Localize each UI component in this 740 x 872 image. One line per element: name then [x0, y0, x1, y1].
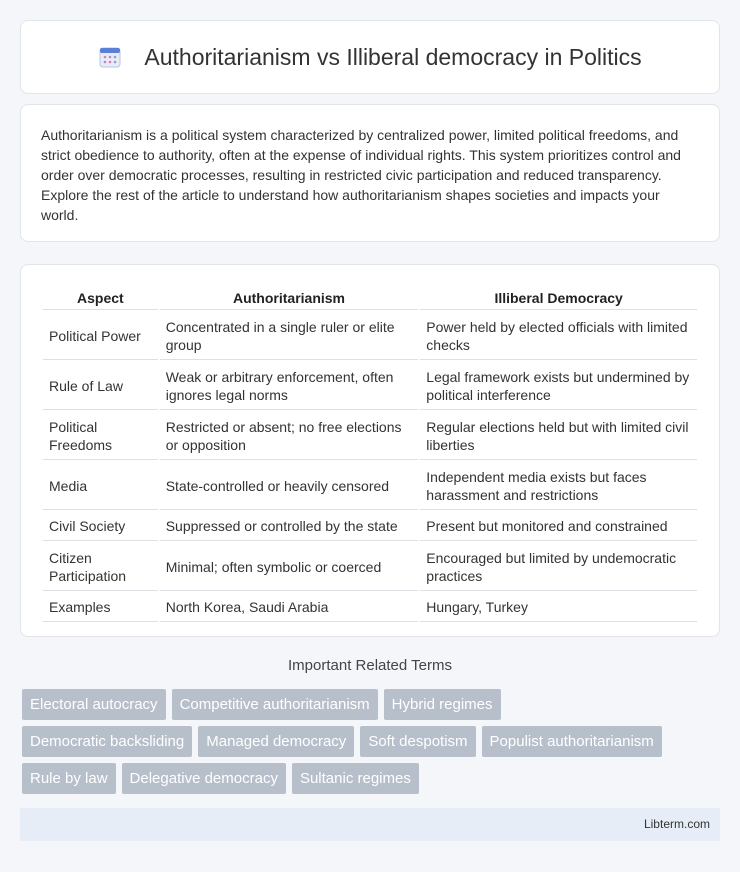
table-cell: Suppressed or controlled by the state: [160, 512, 419, 541]
calendar-icon: [98, 45, 122, 69]
table-cell: North Korea, Saudi Arabia: [160, 593, 419, 622]
table-row: [43, 312, 697, 360]
comparison-card: [20, 264, 720, 637]
page-title: Authoritarianism vs Illiberal democracy in Politics: [144, 43, 642, 70]
tag-rule-by-law[interactable]: Rule by law: [22, 763, 116, 794]
tag-hybrid-regimes[interactable]: Hybrid regimes: [384, 689, 501, 720]
comparison-table: [41, 285, 699, 624]
table-cell: Hungary, Turkey: [420, 593, 697, 622]
table-cell: Citizen Participation: [43, 543, 158, 591]
tag-soft-despotism[interactable]: Soft despotism: [360, 726, 475, 757]
tag-row: [22, 763, 722, 794]
intro-card: [20, 104, 720, 242]
table-cell: Legal framework exists but undermined by political interference: [420, 362, 697, 410]
tag-electoral-autocracy[interactable]: Electoral autocracy: [22, 689, 166, 720]
related-terms-title: Important Related Terms: [288, 657, 452, 674]
table-row: [43, 362, 697, 410]
table-cell: Encouraged but limited by undemocratic practices: [420, 543, 697, 591]
tag-row: [22, 689, 722, 720]
table-row: [43, 412, 697, 460]
table-cell: Restricted or absent; no free elections or opposition: [160, 412, 419, 460]
table-cell: Political Power: [43, 312, 158, 360]
header-aspect: Aspect: [43, 287, 158, 310]
tag-delegative-democracy[interactable]: Delegative democracy: [122, 763, 286, 794]
header-illiberal-democracy: Illiberal Democracy: [420, 287, 697, 310]
related-terms: [22, 689, 722, 800]
table-cell: Political Freedoms: [43, 412, 158, 460]
tag-competitive-authoritarianism[interactable]: Competitive authoritarianism: [172, 689, 378, 720]
table-cell: Examples: [43, 593, 158, 622]
table-row: [43, 593, 697, 622]
table-cell: Weak or arbitrary enforcement, often ignores legal norms: [160, 362, 419, 410]
table-row: [43, 462, 697, 510]
table-cell: State-controlled or heavily censored: [160, 462, 419, 510]
header-authoritarianism: Authoritarianism: [160, 287, 419, 310]
intro-text: Authoritarianism is a political system characterized by centralized power, limited political freedoms, and strict obedience to authority, often at the expense of individual rights. This system prioritizes control and order over democratic processes, resulting in restricted civic participation and reduced transparency. Explore the rest of the article to understand how authoritarianism shapes societies and impacts your world.: [41, 127, 681, 223]
table-row: [43, 512, 697, 541]
title-card: [20, 20, 720, 94]
table-cell: Media: [43, 462, 158, 510]
tag-democratic-backsliding[interactable]: Democratic backsliding: [22, 726, 192, 757]
table-cell: Present but monitored and constrained: [420, 512, 697, 541]
tag-populist-authoritarianism[interactable]: Populist authoritarianism: [482, 726, 662, 757]
footer: [20, 808, 720, 841]
table-cell: Concentrated in a single ruler or elite group: [160, 312, 419, 360]
footer-site-link[interactable]: Libterm.com: [643, 817, 710, 831]
table-header-row: [43, 287, 697, 310]
tag-row: [22, 726, 722, 757]
table-cell: Civil Society: [43, 512, 158, 541]
table-cell: Independent media exists but faces harassment and restrictions: [420, 462, 697, 510]
table-cell: Rule of Law: [43, 362, 158, 410]
tag-sultanic-regimes[interactable]: Sultanic regimes: [292, 763, 419, 794]
table-cell: Power held by elected officials with limited checks: [420, 312, 697, 360]
table-row: [43, 543, 697, 591]
table-cell: Minimal; often symbolic or coerced: [160, 543, 419, 591]
tag-managed-democracy[interactable]: Managed democracy: [198, 726, 354, 757]
table-cell: Regular elections held but with limited civil liberties: [420, 412, 697, 460]
